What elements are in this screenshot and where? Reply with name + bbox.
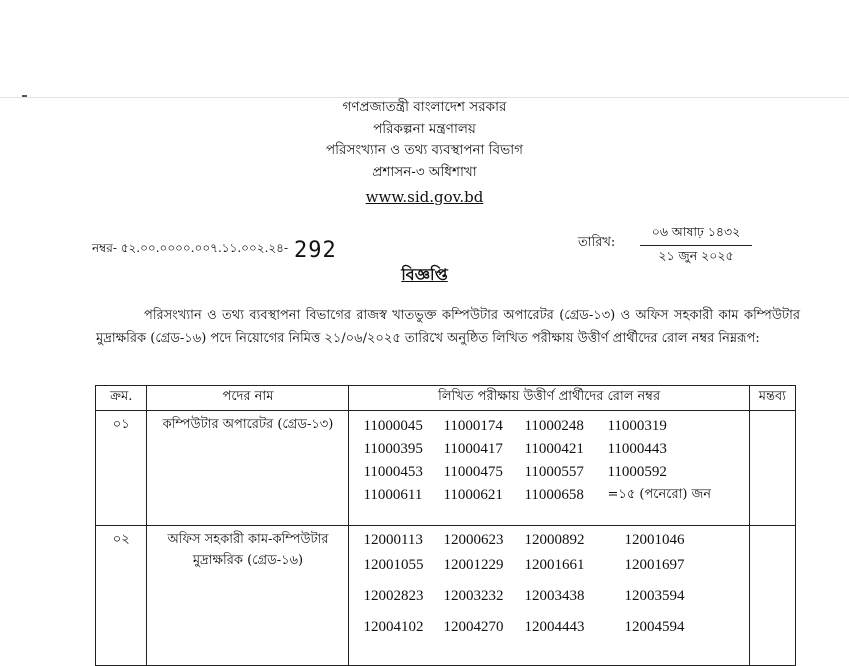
table-row [96, 526, 796, 666]
notice-paragraph: পরিসংখ্যান ও তথ্য ব্যবস্থাপনা বিভাগের রাজস্ব খাতভুক্ত কম্পিউটার অপারেটর (গ্রেড-১৩) ও অফিস সহকারী কাম কম্পিউটার মুদ্রাক্ষরিক (গ্রেড-১৬) পদে নিয়োগের নিমিত্ত ২১/০৬/২০২৫ তারিখে অনুষ্ঠিত লিখিত পরীক্ষায় উত্তীর্ণ প্রার্থীদের রোল নম্বর নিম্নরূপ: [96, 308, 800, 346]
roll-number: 11000045 [363, 418, 423, 434]
notice-title [0, 262, 849, 289]
roll-number: 12001229 [443, 557, 504, 573]
roll-number: 11000443 [607, 441, 667, 457]
roll-number: 12000623 [443, 531, 504, 548]
roll-number: 12003594 [624, 588, 685, 604]
roll-number: 12003438 [524, 588, 585, 604]
date-english: ২১ জুন ২০২৫ [658, 248, 734, 263]
roll-line [363, 530, 748, 550]
row-remarks [749, 411, 795, 526]
letterhead-line-branch: প্রশাসন-৩ অধিশাখা [372, 163, 477, 180]
roll-number: 11000611 [363, 487, 423, 503]
roll-number: 11000621 [443, 487, 503, 503]
letterhead-line-government: গণপ্রজাতন্ত্রী বাংলাদেশ সরকার [342, 99, 507, 115]
roll-number: 11000174 [443, 418, 503, 434]
roll-number: 12001055 [363, 557, 424, 573]
row-post: কম্পিউটার অপারেটর (গ্রেড-১৩) [147, 411, 349, 526]
row-post: অফিস সহকারী কাম-কম্পিউটার মুদ্রাক্ষরিক (গ্রেড-১৬) [147, 526, 349, 666]
website-link[interactable]: www.sid.gov.bd [365, 188, 484, 206]
top-blank-band [0, 0, 849, 98]
roll-number: 12000892 [524, 531, 585, 548]
roll-number: 12004443 [524, 619, 585, 635]
roll-number: 12004270 [443, 619, 504, 635]
header-rolls: লিখিত পরীক্ষায় উত্তীর্ণ প্রার্থীদের রোল নম্বর [349, 386, 749, 411]
roll-number: 12001661 [524, 557, 585, 573]
roll-number: 11000421 [524, 441, 584, 457]
roll-number: 11000248 [524, 418, 584, 434]
table-row [96, 411, 796, 526]
roll-number: 11000453 [363, 464, 423, 480]
row-serial: ০১ [96, 411, 147, 526]
roll-number: 11000417 [443, 441, 503, 457]
header-serial: ক্রম. [96, 386, 147, 411]
roll-number: 11000319 [607, 418, 667, 434]
roll-line [363, 415, 748, 438]
letterhead-line-division: পরিসংখ্যান ও তথ্য ব্যবস্থাপনা বিভাগ [326, 142, 523, 158]
roll-number: 12001046 [624, 531, 685, 548]
header-remarks: মন্তব্য [749, 386, 795, 411]
roll-line [363, 438, 748, 461]
roll-line [363, 550, 748, 581]
roll-number: 11000475 [443, 464, 503, 480]
row-rolls [349, 411, 749, 526]
memo-number-text: নম্বর- ৫২.০০.০০০০.০০৭.১১.০০২.২৪- [92, 241, 289, 255]
roll-line [363, 484, 748, 507]
memo-number [92, 238, 337, 263]
results-table [95, 385, 796, 666]
roll-number: 12003232 [443, 588, 504, 604]
row-serial: ০২ [96, 526, 147, 666]
memo-handwritten-number: 292 [294, 238, 337, 263]
notice-title-text: বিজ্ঞপ্তি [401, 265, 448, 284]
date-bangla: ০৬ আষাঢ় ১৪৩২ [640, 224, 752, 246]
roll-line [363, 581, 748, 612]
roll-number: 12004594 [624, 619, 685, 635]
letterhead-line-ministry: পরিকল্পনা মন্ত্রণালয় [373, 120, 476, 137]
roll-line [363, 612, 748, 643]
roll-line [363, 461, 748, 484]
row-remarks [749, 526, 795, 666]
date-label: তারিখ: [578, 235, 616, 250]
roll-number: 11000658 [524, 487, 584, 503]
letterhead [0, 97, 849, 209]
roll-number: 11000557 [524, 464, 584, 480]
roll-number: 11000395 [363, 441, 423, 457]
roll-number: 12002823 [363, 588, 424, 604]
roll-number: 12004102 [363, 619, 424, 635]
roll-number: 12000113 [363, 531, 423, 548]
total-count-note: =১৫ (পনেরো) জন [607, 487, 711, 502]
header-post: পদের নাম [147, 386, 349, 411]
row-rolls [349, 526, 749, 666]
roll-number: 11000592 [607, 464, 667, 480]
table-header-row [96, 386, 796, 411]
roll-number: 12001697 [624, 557, 685, 573]
